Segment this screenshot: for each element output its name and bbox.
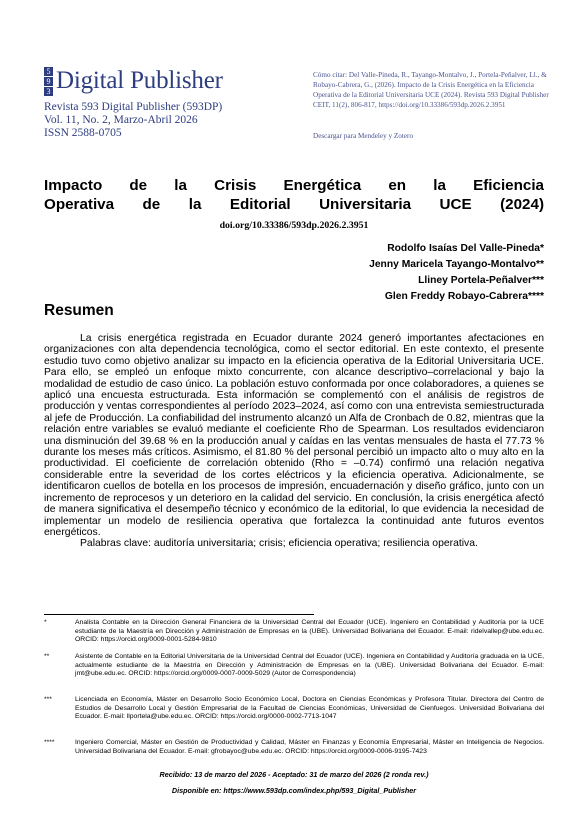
journal-meta [44,101,222,140]
logo-wordmark: Digital Publisher [56,67,223,94]
citation-text: Cómo citar: Del Valle-Pineda, R., Tayango-Montalvo, J., Portela-Peñalver, Ll., & Robayo-Cabrera, G., (2026). Impacto de la Crisis Energética en la Eficiencia Operativa de la Editorial Universitaria UCE (2024). Revista 593 Digital Publisher CEIT, 11(2), 806-817, https://doi.org/10.33386/593dp.2026.2.3951 [313,71,549,109]
download-citation-link[interactable]: Descargar para Mendeley y Zotero [313,132,414,140]
logo-digit: 5 [44,67,53,76]
article-title [44,176,544,214]
footnote-text: Licenciada en Economía, Máster en Desarrollo Socio Económico Local, Doctora en Ciencias Económicas y Profesora Titular. Directora del Centro de Estudios de Desarrollo Local y Gestión Empresarial de la Facultad de Ciencias Económicas, Universidad de Cienfuegos. Universidad Bolivariana del Ecuador. E-mail: llportela@ube.edu.ec. ORCID: https://orcid.org/0000-0002-7713-1047 [75,696,544,721]
footnote-mark: ** [44,653,50,660]
footnote-mark: **** [44,739,55,746]
author-name: Rodolfo Isaías Del Valle-Pineda* [387,243,544,254]
journal-issn: ISSN 2588-0705 [44,127,122,139]
author-name: Lliney Portela-Peñalver*** [418,275,544,286]
logo-digit-stack [44,67,53,97]
footnote-mark: *** [44,696,52,703]
footnote [44,653,544,679]
author-name: Glen Freddy Robayo-Cabrera**** [384,291,544,302]
article-doi[interactable]: doi.org/10.33386/593dp.2026.2.3951 [219,220,369,231]
keywords: Palabras clave: auditoría universitaria; crisis; eficiencia operativa; resiliencia operativa. [80,538,478,550]
footnote [44,696,544,722]
footnote-mark: * [44,619,47,626]
title-line: Operativa de la Editorial Universitaria UCE (2024) [44,196,544,213]
logo-digit: 9 [44,77,53,86]
journal-logo [44,66,223,97]
availability-url[interactable]: Disponible en: https://www.593dp.com/index.php/593_Digital_Publisher [171,786,417,795]
author-name: Jenny Maricela Tayango-Montalvo** [369,259,544,270]
footnote-divider [44,614,314,615]
footnote-text: Asistente de Contable en la Editorial Universitaria de la Universidad Central del Ecuador (UCE). Ingeniera en Contabilidad y Auditoría graduada en la UCE, actualmente estudiante de la Maestría en Dirección y Administración de Empresas en la (UBE). Universidad Bolivariana del Ecuador. E-mail: jmt@ube.edu.ec. ORCID: https://orcid.org/0009-0007-0009-5029 (Autor de Correspondencia) [75,653,544,678]
abstract-paragraph: La crisis energética registrada en Ecuador durante 2024 generó importantes afectaciones en organizaciones con alta dependencia tecnológica, como el sector editorial. En este contexto, el presente estudio tuvo como objetivo analizar su impacto en la eficiencia operativa de la Editorial Universitaria UCE. Para ello, se empleó un enfoque mixto concurrente, con alcance descriptivo–correlacional y bajo la modalidad de estudio de caso único. La población estuvo conformada por once colaboradores, a quienes se aplicó una encuesta estructurada. Esta información se complementó con el análisis de registros de producción y ventas correspondientes al período 2023–2024, así como con una entrevista semiestructurada al jefe de Producción. La confiabilidad del instrumento alcanzó un Alfa de Cronbach de 0.82, mientras que la relación entre variables se evaluó mediante el coeficiente Rho de Spearman. Los resultados evidenciaron una disminución del 39.68 % en la producción anual y caídas en las ventas mensuales de hasta el 77.73 % durante los meses más críticos. Asimismo, el 81.80 % del personal percibió un impacto alto o muy alto en la productividad. El coeficiente de correlación obtenido (Rho = –0.74) confirmó una relación negativa considerable entre la severidad de los cortes eléctricos y la eficiencia operativa. Adicionalmente, se identificaron cuellos de botella en los procesos de impresión, encuadernación y diseño gráfico, junto con un incremento de reprocesos y un deterioro en la calidad del servicio. En conclusión, la crisis energética afectó de manera significativa el desempeño técnico y económico de la editorial, lo que evidencia la necesidad de implementar un modelo de resiliencia operativa que fortalezca la continuidad ante futuros eventos energéticos. [44,333,544,538]
footnote [44,619,544,645]
footnote-text: Ingeniero Comercial, Máster en Gestión de Productividad y Calidad, Máster en Finanzas y Economía Empresarial, Máster en Inteligencia de Negocios. Universidad Bolivariana del Ecuador. E-mail: gfrobayoc@ube.edu.ec. ORCID: https://orcid.org/0009-0006-9195-7423 [75,739,544,755]
journal-volume: Vol. 11, No. 2, Marzo-Abril 2026 [44,114,198,126]
received-accepted-dates: Recibido: 13 de marzo del 2026 - Aceptado: 31 de marzo del 2026 (2 ronda rev.) [159,770,429,779]
journal-header [44,66,554,156]
abstract-heading: Resumen [44,302,114,319]
footnote-text: Analista Contable en la Dirección General Financiera de la Universidad Central del Ecuador (UCE). Ingeniero en Contabilidad y Auditoría por la UCE estudiante de la Maestría en Dirección y Administración de Empresas en la (UBE). Universidad Bolivariana del Ecuador. E-mail: ridelvallep@ube.edu.ec. ORCID: https://orcid.org/0009-0001-5284-9810 [75,619,544,644]
title-line: Impacto de la Crisis Energética en la Eficiencia [44,177,544,194]
footnote [44,739,544,756]
abstract-body [44,333,544,550]
author-list [369,241,544,305]
journal-name: Revista 593 Digital Publisher (593DP) [44,101,223,113]
logo-digit: 3 [44,87,53,96]
